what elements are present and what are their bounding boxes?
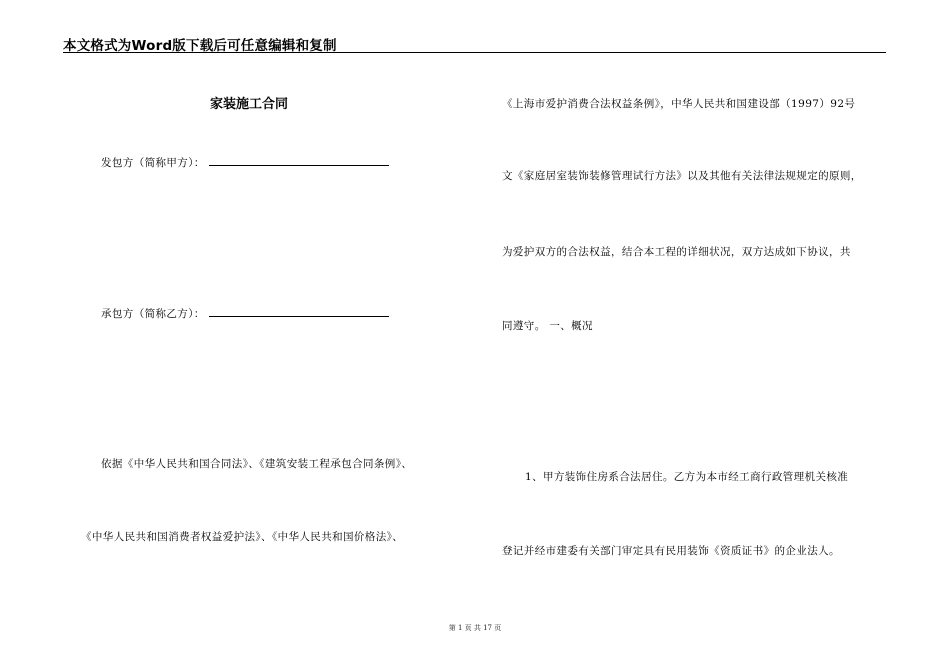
page-number: 第 1 页 共 17 页	[448, 624, 502, 632]
document-title: 家装施工合同	[210, 97, 289, 112]
paragraph-line: 登记并经市建委有关部门审定具有民用装饰《资质证书》的企业法人。	[502, 545, 840, 557]
party-a-blank	[209, 154, 389, 166]
paragraph-line: 为爱护双方的合法权益，结合本工程的详细状况，双方达成如下协议，共	[502, 246, 851, 258]
paragraph-line: 《上海市爱护消费合法权益条例》，中华人民共和国建设部（1997）92号	[502, 98, 856, 110]
paragraph-line: 1、甲方装饰住房系合法居住。乙方为本市经工商行政管理机关核准	[525, 471, 849, 483]
header-banner-text: 本文格式为Word版下载后可任意编辑和复制	[63, 38, 337, 54]
paragraph-line: 同遵守。 一、概况	[502, 320, 593, 332]
party-a-line	[101, 154, 389, 170]
paragraph-line: 《中华人民共和国消费者权益爱护法》、《中华人民共和国价格法》、	[81, 531, 404, 543]
right-column	[475, 0, 950, 672]
party-b-line	[101, 305, 389, 321]
paragraph-line: 文《家庭居室装饰装修管理试行方法》以及其他有关法律法规规定的原则，	[502, 170, 862, 182]
party-b-blank	[209, 305, 389, 317]
party-b-label: 承包方（简称乙方）：	[101, 308, 205, 320]
party-a-label: 发包方（简称甲方）：	[101, 157, 205, 169]
paragraph-line: 依据《中华人民共和国合同法》、《建筑安装工程承包合同条例》、	[101, 458, 413, 470]
